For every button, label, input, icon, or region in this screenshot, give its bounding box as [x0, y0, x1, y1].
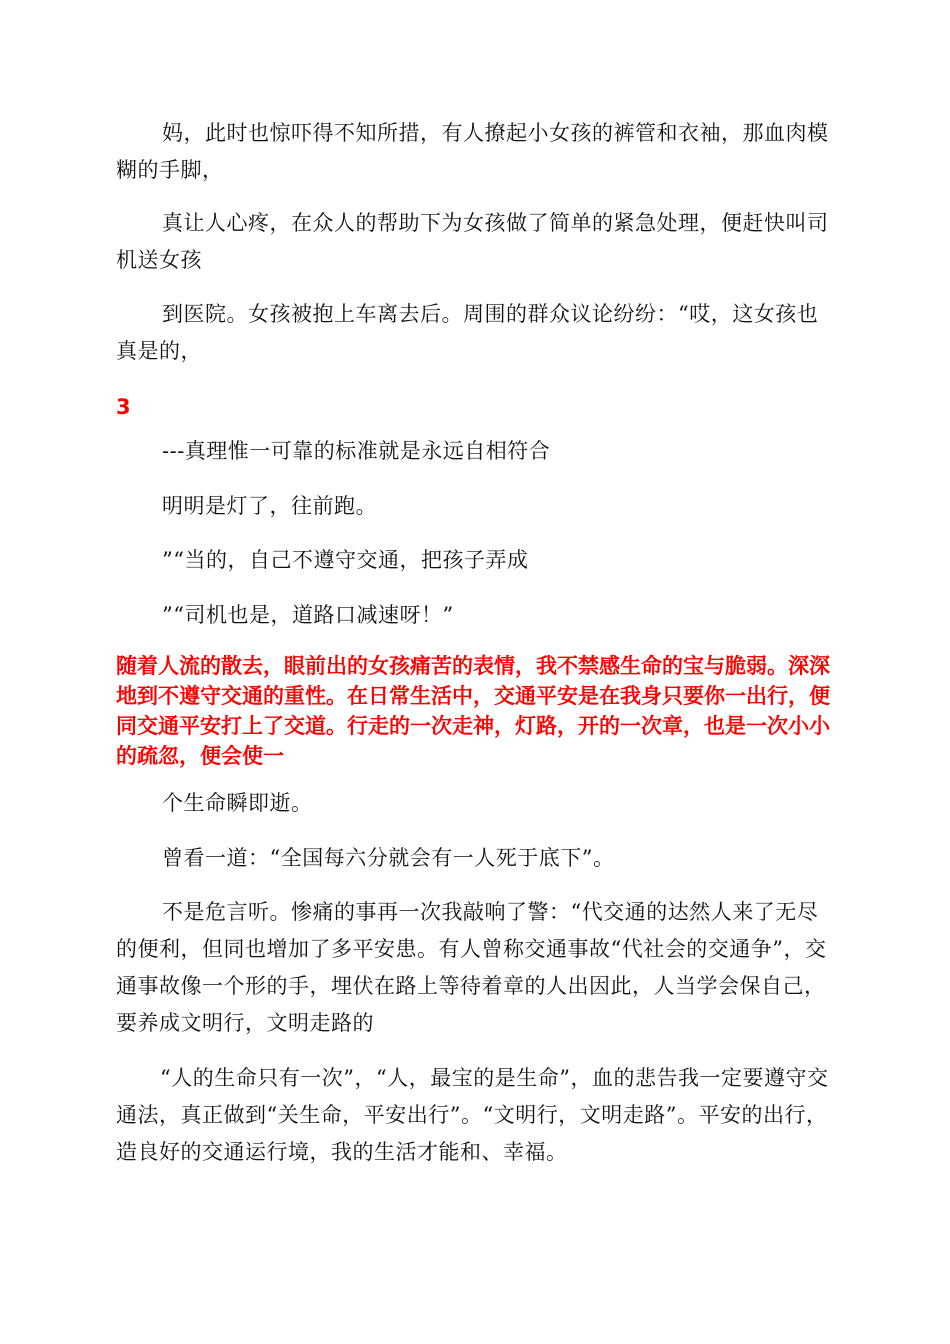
- paragraph-4: 明明是灯了，往前跑。: [162, 494, 377, 518]
- highlighted-paragraph: 随着人流的散去，眼前出的女孩痛苦的表情，我不禁感生命的宝与脆弱。深深地到不遵守交通的重性。在日常生活中，交通平安是在我身只要你一出行，便同交通平安打上了交道。行走的一次走神，灯路，开的一次章，也是一次小小的疏忽，便会使一: [116, 654, 830, 768]
- paragraph-8: 曾看一道：“全国每六分就会有一人死于底下”。: [162, 846, 615, 870]
- quote-line: ---真理惟一可靠的标准就是永远自相符合: [162, 439, 551, 463]
- paragraph-5: ”“当的，自己不遵守交通，把孩子弄成: [162, 548, 529, 572]
- section-number: 3: [116, 395, 131, 419]
- paragraph-1: 妈，此时也惊吓得不知所措，有人撩起小女孩的裤管和衣袖，那血肉模糊的手脚，: [116, 121, 829, 182]
- paragraph-10: “人的生命只有一次”，“人，最宝的是生命”，血的悲告我一定要遵守交通法，真正做到“关生命，平安出行”。“文明行，文明走路”。平安的出行，造良好的交通运行境，我的生活才能和、幸福。: [116, 1066, 829, 1164]
- paragraph-9: 不是危言听。惨痛的事再一次我敲响了警：“代交通的达然人来了无尽的便利，但同也增加了多平安患。有人曾称交通事故“代社会的交通争”，交通事故像一个形的手，埋伏在路上等待着章的人出因此，人当学会保自己，要养成文明行，文明走路的: [116, 900, 827, 1035]
- paragraph-2: 真让人心疼，在众人的帮助下为女孩做了简单的紧急处理，便赶快叫司机送女孩: [116, 211, 829, 272]
- paragraph-6: ”“司机也是，道路口减速呀！”: [162, 603, 454, 627]
- paragraph-3: 到医院。女孩被抱上车离去后。周围的群众议论纷纷：“哎，这女孩也真是的，: [116, 302, 819, 363]
- paragraph-7: 个生命瞬即逝。: [162, 791, 313, 815]
